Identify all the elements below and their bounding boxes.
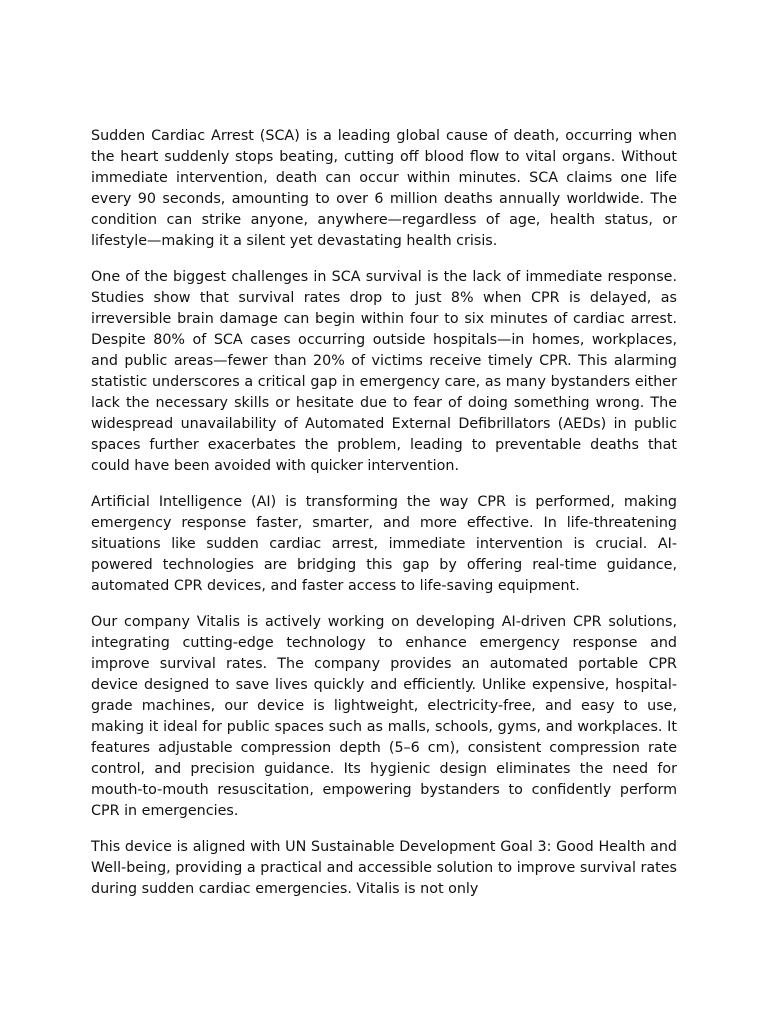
paragraph-survival-challenges: One of the biggest challenges in SCA survival is the lack of immediate response. Studies show that survival rates drop to just 8% when CPR is delayed, as irreversible brain damage can begin within four to six minutes of cardiac arrest. Despite 80% of SCA cases occurring outside hospitals—in homes, workplaces, and public areas—fewer than 20% of victims receive timely CPR. This alarming statistic underscores a critical gap in emergency care, as many bystanders either lack the necessary skills or hesitate due to fear of doing something wrong. The widespread unavailability of Automated External Defibrillators (AEDs) in public spaces further exacerbates the problem, leading to preventable deaths that could have been avoided with quicker intervention. bbox=[91, 269, 677, 474]
paragraph-vitalis-device: Our company Vitalis is actively working on developing AI-driven CPR solutions, integrating cutting-edge technology to enhance emergency response and improve survival rates. The company provides an automated portable CPR device designed to save lives quickly and efficiently. Unlike expensive, hospital-grade machines, our device is lightweight, electricity-free, and easy to use, making it ideal for public spaces such as malls, schools, gyms, and workplaces. It features adjustable compression depth (5–6 cm), consistent compression rate control, and precision guidance. Its hygienic design eliminates the need for mouth-to-mouth resuscitation, empowering bystanders to confidently perform CPR in emergencies. bbox=[91, 614, 677, 819]
paragraph-sca-overview: Sudden Cardiac Arrest (SCA) is a leading global cause of death, occurring when the heart suddenly stops beating, cutting off blood flow to vital organs. Without immediate intervention, death can occur within minutes. SCA claims one life every 90 seconds, amounting to over 6 million deaths annually worldwide. The condition can strike anyone, anywhere—regardless of age, health status, or lifestyle—making it a silent yet devastating health crisis. bbox=[91, 128, 677, 249]
document-body bbox=[91, 126, 677, 915]
paragraph-sdg-alignment: This device is aligned with UN Sustainable Development Goal 3: Good Health and Well-being, providing a practical and accessible solution to improve survival rates during sudden cardiac emergencies. Vitalis is not only bbox=[91, 839, 677, 897]
paragraph-ai-cpr: Artificial Intelligence (AI) is transforming the way CPR is performed, making emergency response faster, smarter, and more effective. In life-threatening situations like sudden cardiac arrest, immediate intervention is crucial. AI-powered technologies are bridging this gap by offering real-time guidance, automated CPR devices, and faster access to life-saving equipment. bbox=[91, 494, 677, 594]
